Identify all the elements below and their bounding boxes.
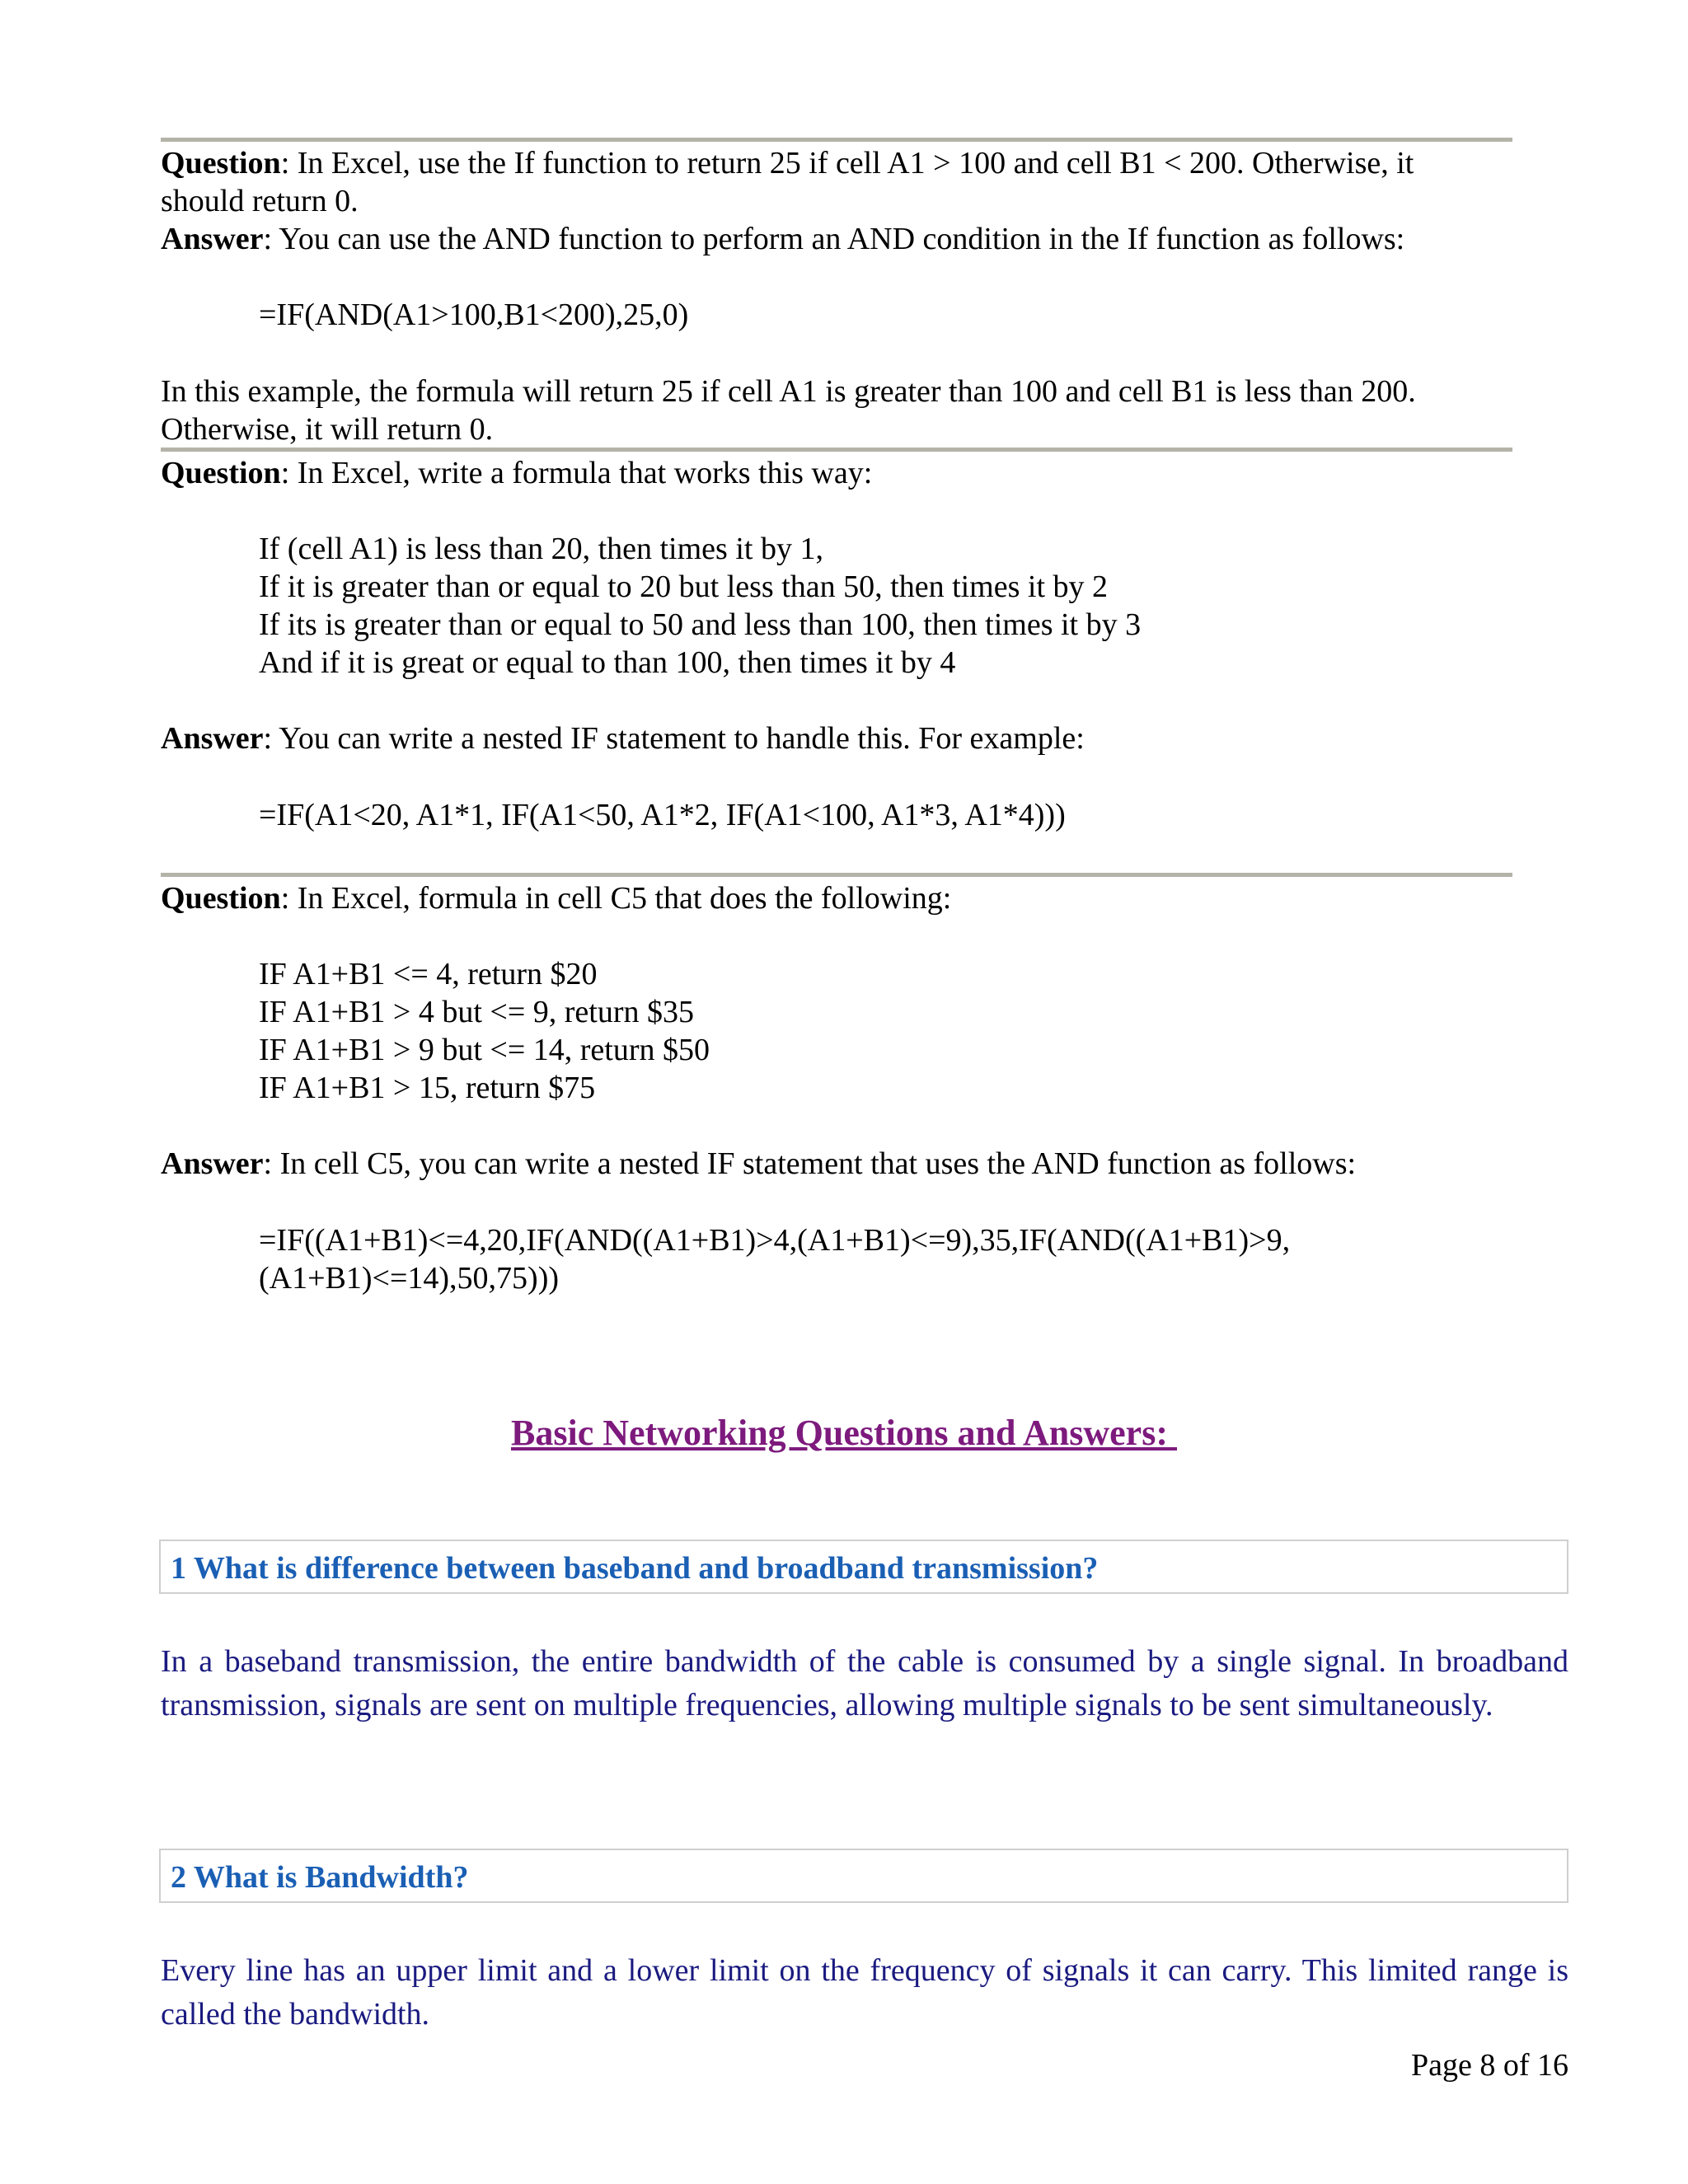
section-divider — [161, 873, 1512, 877]
question-title: 1 What is difference between baseband and broadband transmission? — [171, 1551, 1099, 1586]
explanation-line-1: In this example, the formula will return 25 if cell A1 is greater than 100 and cell B1 is less than 200. — [161, 374, 1416, 409]
section-divider — [161, 138, 1512, 142]
question-box — [159, 1849, 1568, 1903]
question-3-line — [161, 879, 951, 917]
answer-label: Answer — [161, 1146, 264, 1181]
explanation-line-2: Otherwise, it will return 0. — [161, 412, 494, 447]
condition-line: If it is greater than or equal to 20 but less than 50, then times it by 2 — [259, 569, 1109, 604]
question-1-continuation: should return 0. — [161, 184, 359, 218]
answer-text: : In cell C5, you can write a nested IF statement that uses the AND function as follows: — [263, 1146, 1357, 1181]
formula-1: =IF(AND(A1>100,B1<200),25,0) — [259, 298, 689, 332]
question-label: Question — [161, 881, 281, 916]
page-number: Page 8 of 16 — [1410, 2048, 1568, 2083]
formula-3-line-1: =IF((A1+B1)<=4,20,IF(AND((A1+B1)>4,(A1+B1)<=9),35,IF(AND((A1+B1)>9, — [259, 1223, 1291, 1258]
question-2-line — [161, 454, 872, 492]
question-title: 2 What is Bandwidth? — [171, 1860, 469, 1895]
answer-text: : You can use the AND function to perform an AND condition in the If function as follows: — [263, 222, 1405, 256]
question-text: : In Excel, write a formula that works this way: — [280, 456, 873, 490]
answer-label: Answer — [161, 222, 264, 256]
answer-2-line — [161, 719, 1085, 757]
formula-3-line-2: (A1+B1)<=14),50,75))) — [259, 1261, 560, 1296]
formula-2: =IF(A1<20, A1*1, IF(A1<50, A1*2, IF(A1<100, A1*3, A1*4))) — [259, 798, 1066, 832]
answer-text: : You can write a nested IF statement to handle this. For example: — [263, 721, 1085, 756]
question-label: Question — [161, 146, 281, 180]
condition-line: If its is greater than or equal to 50 and less than 100, then times it by 3 — [259, 607, 1142, 642]
question-text: : In Excel, use the If function to return 25 if cell A1 > 100 and cell B1 < 200. Otherwise, it — [280, 146, 1414, 180]
section-divider — [161, 448, 1512, 452]
condition-line: IF A1+B1 <= 4, return $20 — [259, 957, 598, 991]
question-label: Question — [161, 456, 281, 490]
question-text: : In Excel, formula in cell C5 that does the following: — [280, 881, 952, 916]
answer-label: Answer — [161, 721, 264, 756]
condition-line: IF A1+B1 > 4 but <= 9, return $35 — [259, 995, 694, 1029]
answer-3-line — [161, 1145, 1356, 1183]
question-box — [159, 1540, 1568, 1594]
answer-paragraph: Every line has an upper limit and a lower limit on the frequency of signals it can carry. This limited range is called the bandwidth. — [161, 1953, 1568, 2032]
question-1-line — [161, 144, 1414, 182]
condition-line: IF A1+B1 > 9 but <= 14, return $50 — [259, 1033, 710, 1067]
answer-paragraph: In a baseband transmission, the entire bandwidth of the cable is consumed by a single signal. In broadband transmission, signals are sent on multiple frequencies, allowing multiple signals to be sent simultaneously. — [161, 1644, 1568, 1722]
section-heading: Basic Networking Questions and Answers: — [511, 1413, 1177, 1453]
condition-line: If (cell A1) is less than 20, then times it by 1, — [259, 532, 823, 566]
answer-1-line — [161, 220, 1404, 258]
condition-line: And if it is great or equal to than 100, then times it by 4 — [259, 645, 956, 680]
condition-line: IF A1+B1 > 15, return $75 — [259, 1071, 596, 1105]
